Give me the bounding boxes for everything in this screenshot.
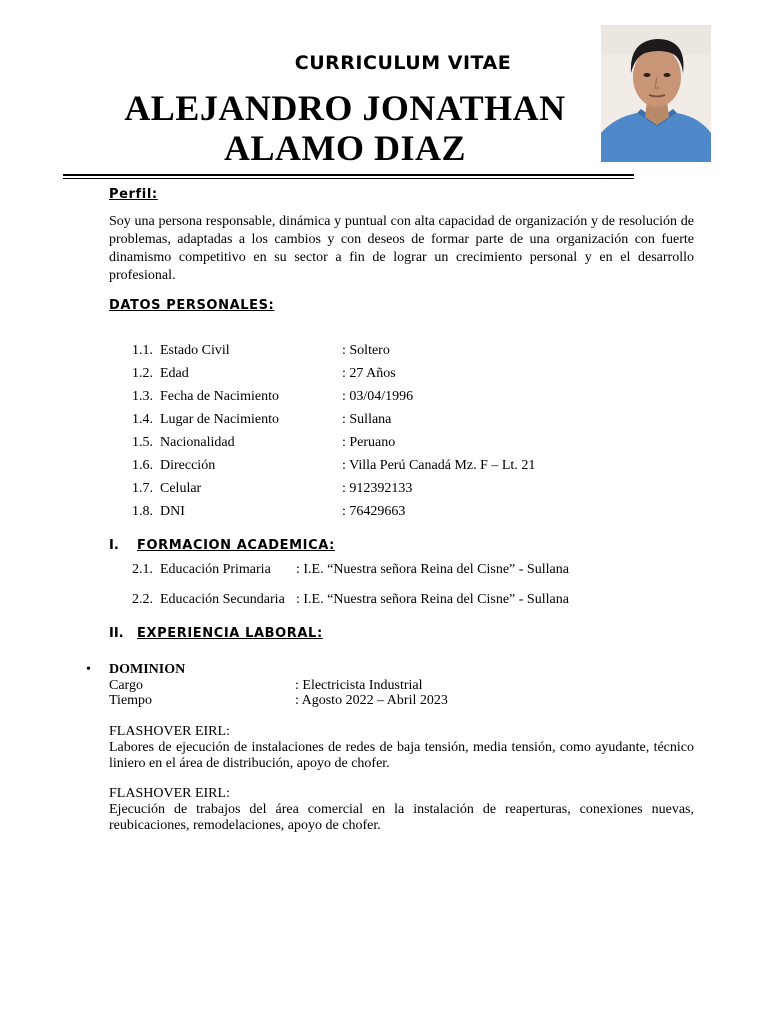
personal-item-label: Estado Civil xyxy=(160,343,230,358)
job-tiempo-value: : Agosto 2022 – Abril 2023 xyxy=(295,693,448,708)
education-item xyxy=(109,592,669,610)
personal-item xyxy=(109,366,669,384)
experience-heading: EXPERIENCIA LABORAL: xyxy=(137,626,323,641)
personal-item-label: DNI xyxy=(160,504,185,519)
personal-item xyxy=(109,435,669,453)
education-item-number: 2.2. xyxy=(132,592,153,607)
name-line-2: ALAMO DIAZ xyxy=(223,128,466,168)
personal-item-number: 1.1. xyxy=(132,343,153,358)
education-section-number: I. xyxy=(109,538,119,553)
personal-item-number: 1.8. xyxy=(132,504,153,519)
personal-item xyxy=(109,481,669,499)
profile-heading: Perfil: xyxy=(109,187,158,202)
education-item-label: Educación Primaria xyxy=(160,562,271,577)
personal-item-value: : Sullana xyxy=(342,412,392,427)
profile-text: Soy una persona responsable, dinámica y puntual con alta capacidad de organización y de resolución de problemas, adaptadas a los cambios y con deseos de formar parte de una organización con fuerte dinamismo competitivo en su sector a fin de lograr un crecimiento personal y en el desarrollo profesional. xyxy=(109,214,694,283)
personal-item xyxy=(109,504,669,522)
experience-entry-title: FLASHOVER EIRL: xyxy=(109,724,230,739)
job-tiempo-label: Tiempo xyxy=(109,693,153,708)
personal-item xyxy=(109,412,669,430)
personal-item-value: : 27 Años xyxy=(342,366,396,381)
personal-item xyxy=(109,389,669,407)
job-cargo-label: Cargo xyxy=(109,678,143,693)
personal-item-label: Dirección xyxy=(160,458,216,473)
education-item-label: Educación Secundaria xyxy=(160,592,285,607)
personal-item-number: 1.2. xyxy=(132,366,153,381)
job-tiempo-row xyxy=(109,693,669,709)
personal-item-value: : Soltero xyxy=(342,343,390,358)
document-title: CURRICULUM VITAE xyxy=(294,52,512,74)
personal-item-label: Fecha de Nacimiento xyxy=(160,389,279,404)
job-cargo-value: : Electricista Industrial xyxy=(295,678,423,693)
profile-photo-image xyxy=(601,25,711,162)
experience-entry-description: Labores de ejecución de instalaciones de redes de baja tensión, media tensión, como ayudante, técnico liniero en el área de distribución, apoyo de chofer. xyxy=(109,740,694,771)
personal-item-value: : Peruano xyxy=(342,435,396,450)
job-cargo-row xyxy=(109,678,669,694)
profile-photo xyxy=(601,25,711,162)
education-heading: FORMACION ACADEMICA: xyxy=(137,538,335,553)
header-divider xyxy=(63,174,634,176)
personal-item-number: 1.4. xyxy=(132,412,153,427)
education-item-value: : I.E. “Nuestra señora Reina del Cisne” - Sullana xyxy=(296,562,569,577)
candidate-name xyxy=(90,88,600,168)
education-item-value: : I.E. “Nuestra señora Reina del Cisne” - Sullana xyxy=(296,592,569,607)
personal-item-label: Edad xyxy=(160,366,189,381)
personal-item-label: Celular xyxy=(160,481,202,496)
personal-data-heading: DATOS PERSONALES: xyxy=(109,298,275,313)
bullet-icon: • xyxy=(86,662,91,677)
experience-entry-description: Ejecución de trabajos del área comercial en la instalación de reaperturas, conexiones nuevas, reubicaciones, remodelaciones, apoyo de chofer. xyxy=(109,802,694,833)
personal-item-number: 1.7. xyxy=(132,481,153,496)
personal-item-number: 1.3. xyxy=(132,389,153,404)
personal-item xyxy=(109,458,669,476)
education-item-number: 2.1. xyxy=(132,562,153,577)
company-name: DOMINION xyxy=(109,662,186,677)
education-item xyxy=(109,562,669,580)
experience-section-number: II. xyxy=(109,626,124,641)
header-divider-thin xyxy=(63,178,634,179)
name-line-1: ALEJANDRO JONATHAN xyxy=(124,88,566,128)
personal-item-value: : 912392133 xyxy=(342,481,413,496)
personal-item-value: : Villa Perú Canadá Mz. F – Lt. 21 xyxy=(342,458,536,473)
personal-item-number: 1.6. xyxy=(132,458,153,473)
personal-item-label: Nacionalidad xyxy=(160,435,235,450)
personal-item xyxy=(109,343,669,361)
personal-item-value: : 03/04/1996 xyxy=(342,389,414,404)
personal-item-number: 1.5. xyxy=(132,435,153,450)
experience-entry-title: FLASHOVER EIRL: xyxy=(109,786,230,801)
personal-item-label: Lugar de Nacimiento xyxy=(160,412,279,427)
personal-item-value: : 76429663 xyxy=(342,504,406,519)
